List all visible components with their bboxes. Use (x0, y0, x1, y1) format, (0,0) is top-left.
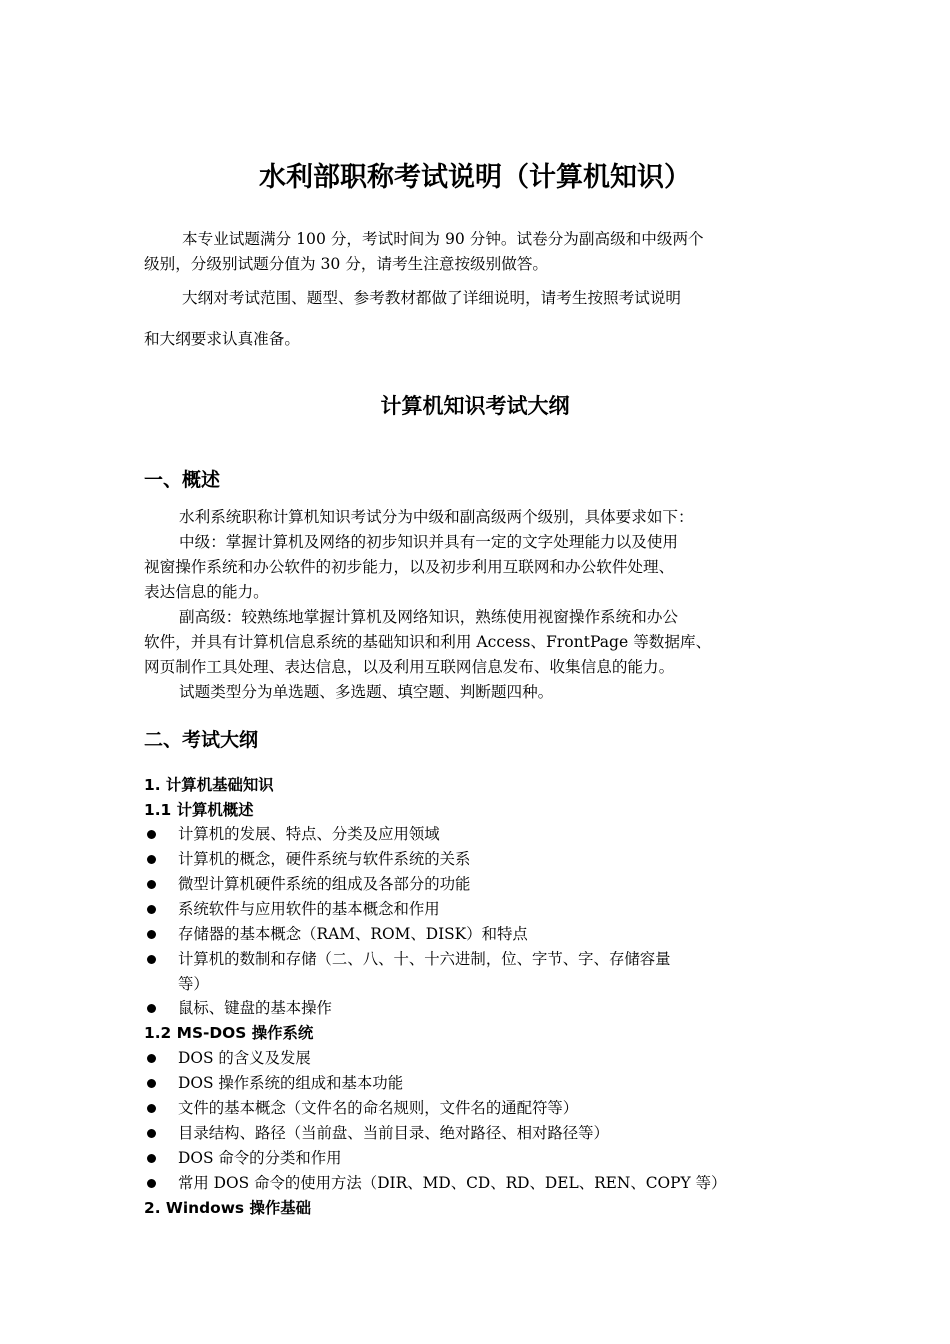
section-1-line: 中级：掌握计算机及网络的初步知识并具有一定的文字处理能力以及使用 (179, 533, 679, 551)
part-1-heading: 1. 计算机基础知识 (144, 776, 274, 794)
intro-paragraph-1-line-1: 本专业试题满分 100 分，考试时间为 90 分钟。试卷分为副高级和中级两个 (182, 230, 704, 248)
section-1-line: 网页制作工具处理、表达信息，以及利用互联网信息发布、收集信息的能力。 (144, 658, 675, 676)
bullet-icon (147, 1129, 156, 1138)
bullet-icon (147, 855, 156, 864)
bullet-icon (147, 1179, 156, 1188)
section-1-line: 水利系统职称计算机知识考试分为中级和副高级两个级别，具体要求如下： (179, 508, 694, 526)
section-1-line: 视窗操作系统和办公软件的初步能力，以及初步利用互联网和办公软件处理、 (144, 558, 675, 576)
document-page: 水利部职称考试说明（计算机知识） 本专业试题满分 100 分，考试时间为 90 分钟。试卷分为副高级和中级两个 级别，分级别试题分值为 30 分，请考生注意按级别做答。 大纲对考试范围、题型、参考教材都做了详细说明，请考生按照考试说明 和大纲要求认真准备。 计算机知识考试大纲 一、概述 水利系统职称计算机知识考试分为中级和副高级两个级别，具体要求如下： 中级：掌握计算机及网络的初步知识并具有一定的文字处理能力以及使用 视窗操作系统和办公软件的初步能力，以及初步利用互联网和办公软件处理、 表达信息的能力。 副高级：较熟练地掌握计算机及网络知识，熟练使用视窗操作系统和办公 软件，并具有计算机信息系统的基础知识和利用 Access、FrontPage 等数据库、 网页制作工具处理、表达信息，以及利用互联网信息发布、收集信息的能力。 试题类型分为单选题、多选题、填空题、判断题四种。 二、考试大纲 1. 计算机基础知识 1.1 计算机概述 计算机的发展、特点、分类及应用领域 计算机的概念，硬件系统与软件系统的关系 微型计算机硬件系统的组成及各部分的功能 系统软件与应用软件的基本概念和作用 存储器的基本概念（RAM、ROM、DISK）和特点 计算机的数制和存储（二、八、十、十六进制，位、字节、字、存储容量 等） 鼠标、键盘的基本操作 1.2 MS-DOS 操作系统 DOS 的含义及发展 DOS 操作系统的组成和基本功能 文件的基本概念（文件名的命名规则，文件名的通配符等） 目录结构、路径（当前盘、当前目录、绝对路径、相对路径等） DOS 命令的分类和作用 常用 DOS 命令的使用方法（DIR、MD、CD、RD、DEL、REN、COPY 等） 2. Windows 操作基础 (0, 0, 950, 1344)
section-1-line: 试题类型分为单选题、多选题、填空题、判断题四种。 (179, 683, 554, 701)
section-1-heading: 一、概述 (144, 469, 221, 491)
outline-title: 计算机知识考试大纲 (380, 394, 570, 418)
bullet-icon (147, 830, 156, 839)
section-1-line: 副高级：较熟练地掌握计算机及网络知识，熟练使用视窗操作系统和办公 (179, 608, 679, 626)
section-1-line: 软件，并具有计算机信息系统的基础知识和利用 Access、FrontPage 等数据库、 (144, 633, 712, 651)
bullet-icon (147, 1154, 156, 1163)
bullet-icon (147, 905, 156, 914)
intro-paragraph-1-line-2: 级别，分级别试题分值为 30 分，请考生注意按级别做答。 (144, 255, 549, 273)
section-2-heading: 二、考试大纲 (144, 729, 259, 751)
bullet-icon (147, 880, 156, 889)
bullet-icon (147, 1104, 156, 1113)
bullet-icon (147, 955, 156, 964)
part-1-2-heading: 1.2 MS-DOS 操作系统 (144, 1024, 314, 1042)
bullet-icon (147, 1079, 156, 1088)
part-2-heading: 2. Windows 操作基础 (144, 1199, 312, 1217)
bullet-icon (147, 1054, 156, 1063)
part-1-1-heading: 1.1 计算机概述 (144, 801, 254, 819)
section-1-line: 表达信息的能力。 (144, 583, 269, 601)
bullet-icon (147, 930, 156, 939)
intro-paragraph-2-line-1: 大纲对考试范围、题型、参考教材都做了详细说明，请考生按照考试说明 (182, 289, 682, 307)
intro-paragraph-2-line-2: 和大纲要求认真准备。 (144, 330, 300, 348)
document-title: 水利部职称考试说明（计算机知识） (259, 162, 691, 193)
bullet-icon (147, 1004, 156, 1013)
